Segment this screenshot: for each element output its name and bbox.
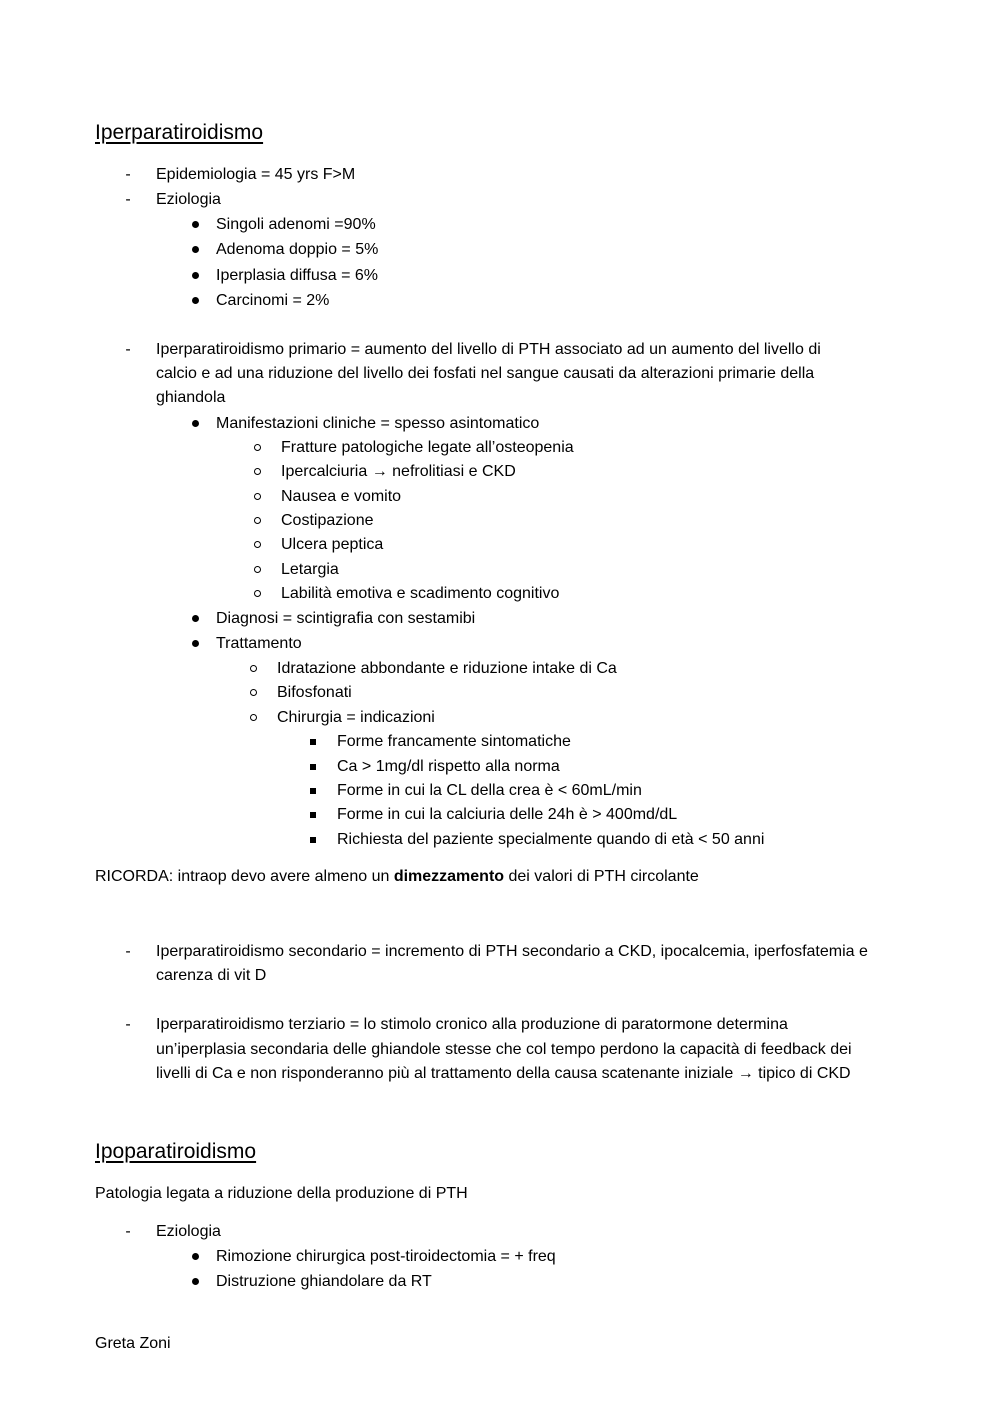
bullet-square-icon (303, 828, 323, 852)
dash-bullet: - (125, 191, 131, 208)
remember-note (95, 865, 699, 889)
bullet-dot-icon (185, 264, 205, 288)
list-item: Fratture patologiche legate all’osteopenia (281, 439, 574, 456)
bullet-dot-icon (185, 1270, 205, 1294)
remember-emphasis: dimezzamento (393, 868, 505, 885)
list-item: Nausea e vomito (281, 488, 402, 505)
tertiary-definition-line: un’iperplasia secondaria delle ghiandole stesse che col tempo perdono la capacità di feedback dei (156, 1041, 852, 1058)
section-title-hypoparathyroidism: Ipoparatiroidismo (95, 1140, 257, 1163)
bullet-circle-icon (247, 558, 267, 582)
list-item: Forme in cui la CL della crea è < 60mL/min (337, 782, 642, 799)
list-item: Rimozione chirurgica post-tiroidectomia = + freq (216, 1248, 556, 1265)
primary-definition-line: calcio e ad una riduzione del livello dei fosfati nel sangue causati da alterazioni primarie della (156, 365, 815, 382)
epidemiology-item: Epidemiologia = 45 yrs F>M (156, 166, 356, 183)
dash-bullet: - (125, 166, 131, 183)
remember-text: RICORDA: intraop devo avere almeno un (95, 868, 394, 885)
bullet-circle-icon (247, 460, 267, 484)
bullet-dot-icon (185, 607, 205, 631)
etiology-label: Eziologia (156, 191, 221, 208)
bullet-dot-icon (185, 238, 205, 262)
secondary-definition-line: Iperparatiroidismo secondario = incremento di PTH secondario a CKD, ipocalcemia, iperfosfatemia e (156, 943, 868, 960)
bullet-circle-icon (247, 582, 267, 606)
secondary-definition-line: carenza di vit D (156, 967, 267, 984)
manifestations-label: Manifestazioni cliniche = spesso asintomatico (216, 415, 540, 432)
bullet-circle-icon (247, 436, 267, 460)
bullet-circle-icon (247, 533, 267, 557)
dash-bullet: - (125, 1223, 131, 1240)
list-item: Iperplasia diffusa = 6% (216, 267, 379, 284)
dash-bullet: - (125, 943, 131, 960)
bullet-circle-icon (243, 681, 263, 705)
list-item: Ca > 1mg/dl rispetto alla norma (337, 758, 560, 775)
list-item: Forme in cui la calciuria delle 24h è > 400md/dL (337, 806, 678, 823)
bullet-dot-icon (185, 289, 205, 313)
bullet-dot-icon (185, 632, 205, 656)
footer-author: Greta Zoni (95, 1335, 171, 1352)
list-item: Bifosfonati (277, 684, 352, 701)
list-item: Ulcera peptica (281, 536, 384, 553)
list-item: Richiesta del paziente specialmente quando di età < 50 anni (337, 831, 765, 848)
bullet-circle-icon (243, 706, 263, 730)
hypo-intro: Patologia legata a riduzione della produzione di PTH (95, 1185, 468, 1202)
primary-definition-line: Iperparatiroidismo primario = aumento del livello di PTH associato ad un aumento del livello di (156, 341, 821, 358)
list-item: Costipazione (281, 512, 374, 529)
tertiary-definition-line: livelli di Ca e non risponderanno più al trattamento della causa scatenante iniziale → tipico di CKD (156, 1065, 851, 1082)
bullet-square-icon (303, 803, 323, 827)
list-item: Labilità emotiva e scadimento cognitivo (281, 585, 560, 602)
bullet-square-icon (303, 755, 323, 779)
list-item: Singoli adenomi =90% (216, 216, 376, 233)
dash-bullet: - (125, 341, 131, 358)
bullet-square-icon (303, 779, 323, 803)
bullet-dot-icon (185, 412, 205, 436)
tertiary-definition-line: Iperparatiroidismo terziario = lo stimolo cronico alla produzione di paratormone determina (156, 1016, 788, 1033)
primary-definition-line: ghiandola (156, 389, 226, 406)
list-item: Letargia (281, 561, 339, 578)
bullet-circle-icon (243, 657, 263, 681)
bullet-square-icon (303, 730, 323, 754)
list-item: Chirurgia = indicazioni (277, 709, 435, 726)
bullet-dot-icon (185, 1245, 205, 1269)
list-item: Carcinomi = 2% (216, 292, 330, 309)
treatment-label: Trattamento (216, 635, 302, 652)
list-item: Forme francamente sintomatiche (337, 733, 571, 750)
etiology-label: Eziologia (156, 1223, 221, 1240)
bullet-circle-icon (247, 485, 267, 509)
list-item: Distruzione ghiandolare da RT (216, 1273, 432, 1290)
remember-text: dei valori di PTH circolante (504, 868, 699, 885)
list-item: Adenoma doppio = 5% (216, 241, 379, 258)
list-item: Ipercalciuria → nefrolitiasi e CKD (281, 463, 516, 480)
dash-bullet: - (125, 1016, 131, 1033)
diagnosis-item: Diagnosi = scintigrafia con sestamibi (216, 610, 476, 627)
list-item: Idratazione abbondante e riduzione intake di Ca (277, 660, 617, 677)
bullet-circle-icon (247, 509, 267, 533)
bullet-dot-icon (185, 213, 205, 237)
section-title-hyperparathyroidism: Iperparatiroidismo (95, 121, 264, 144)
